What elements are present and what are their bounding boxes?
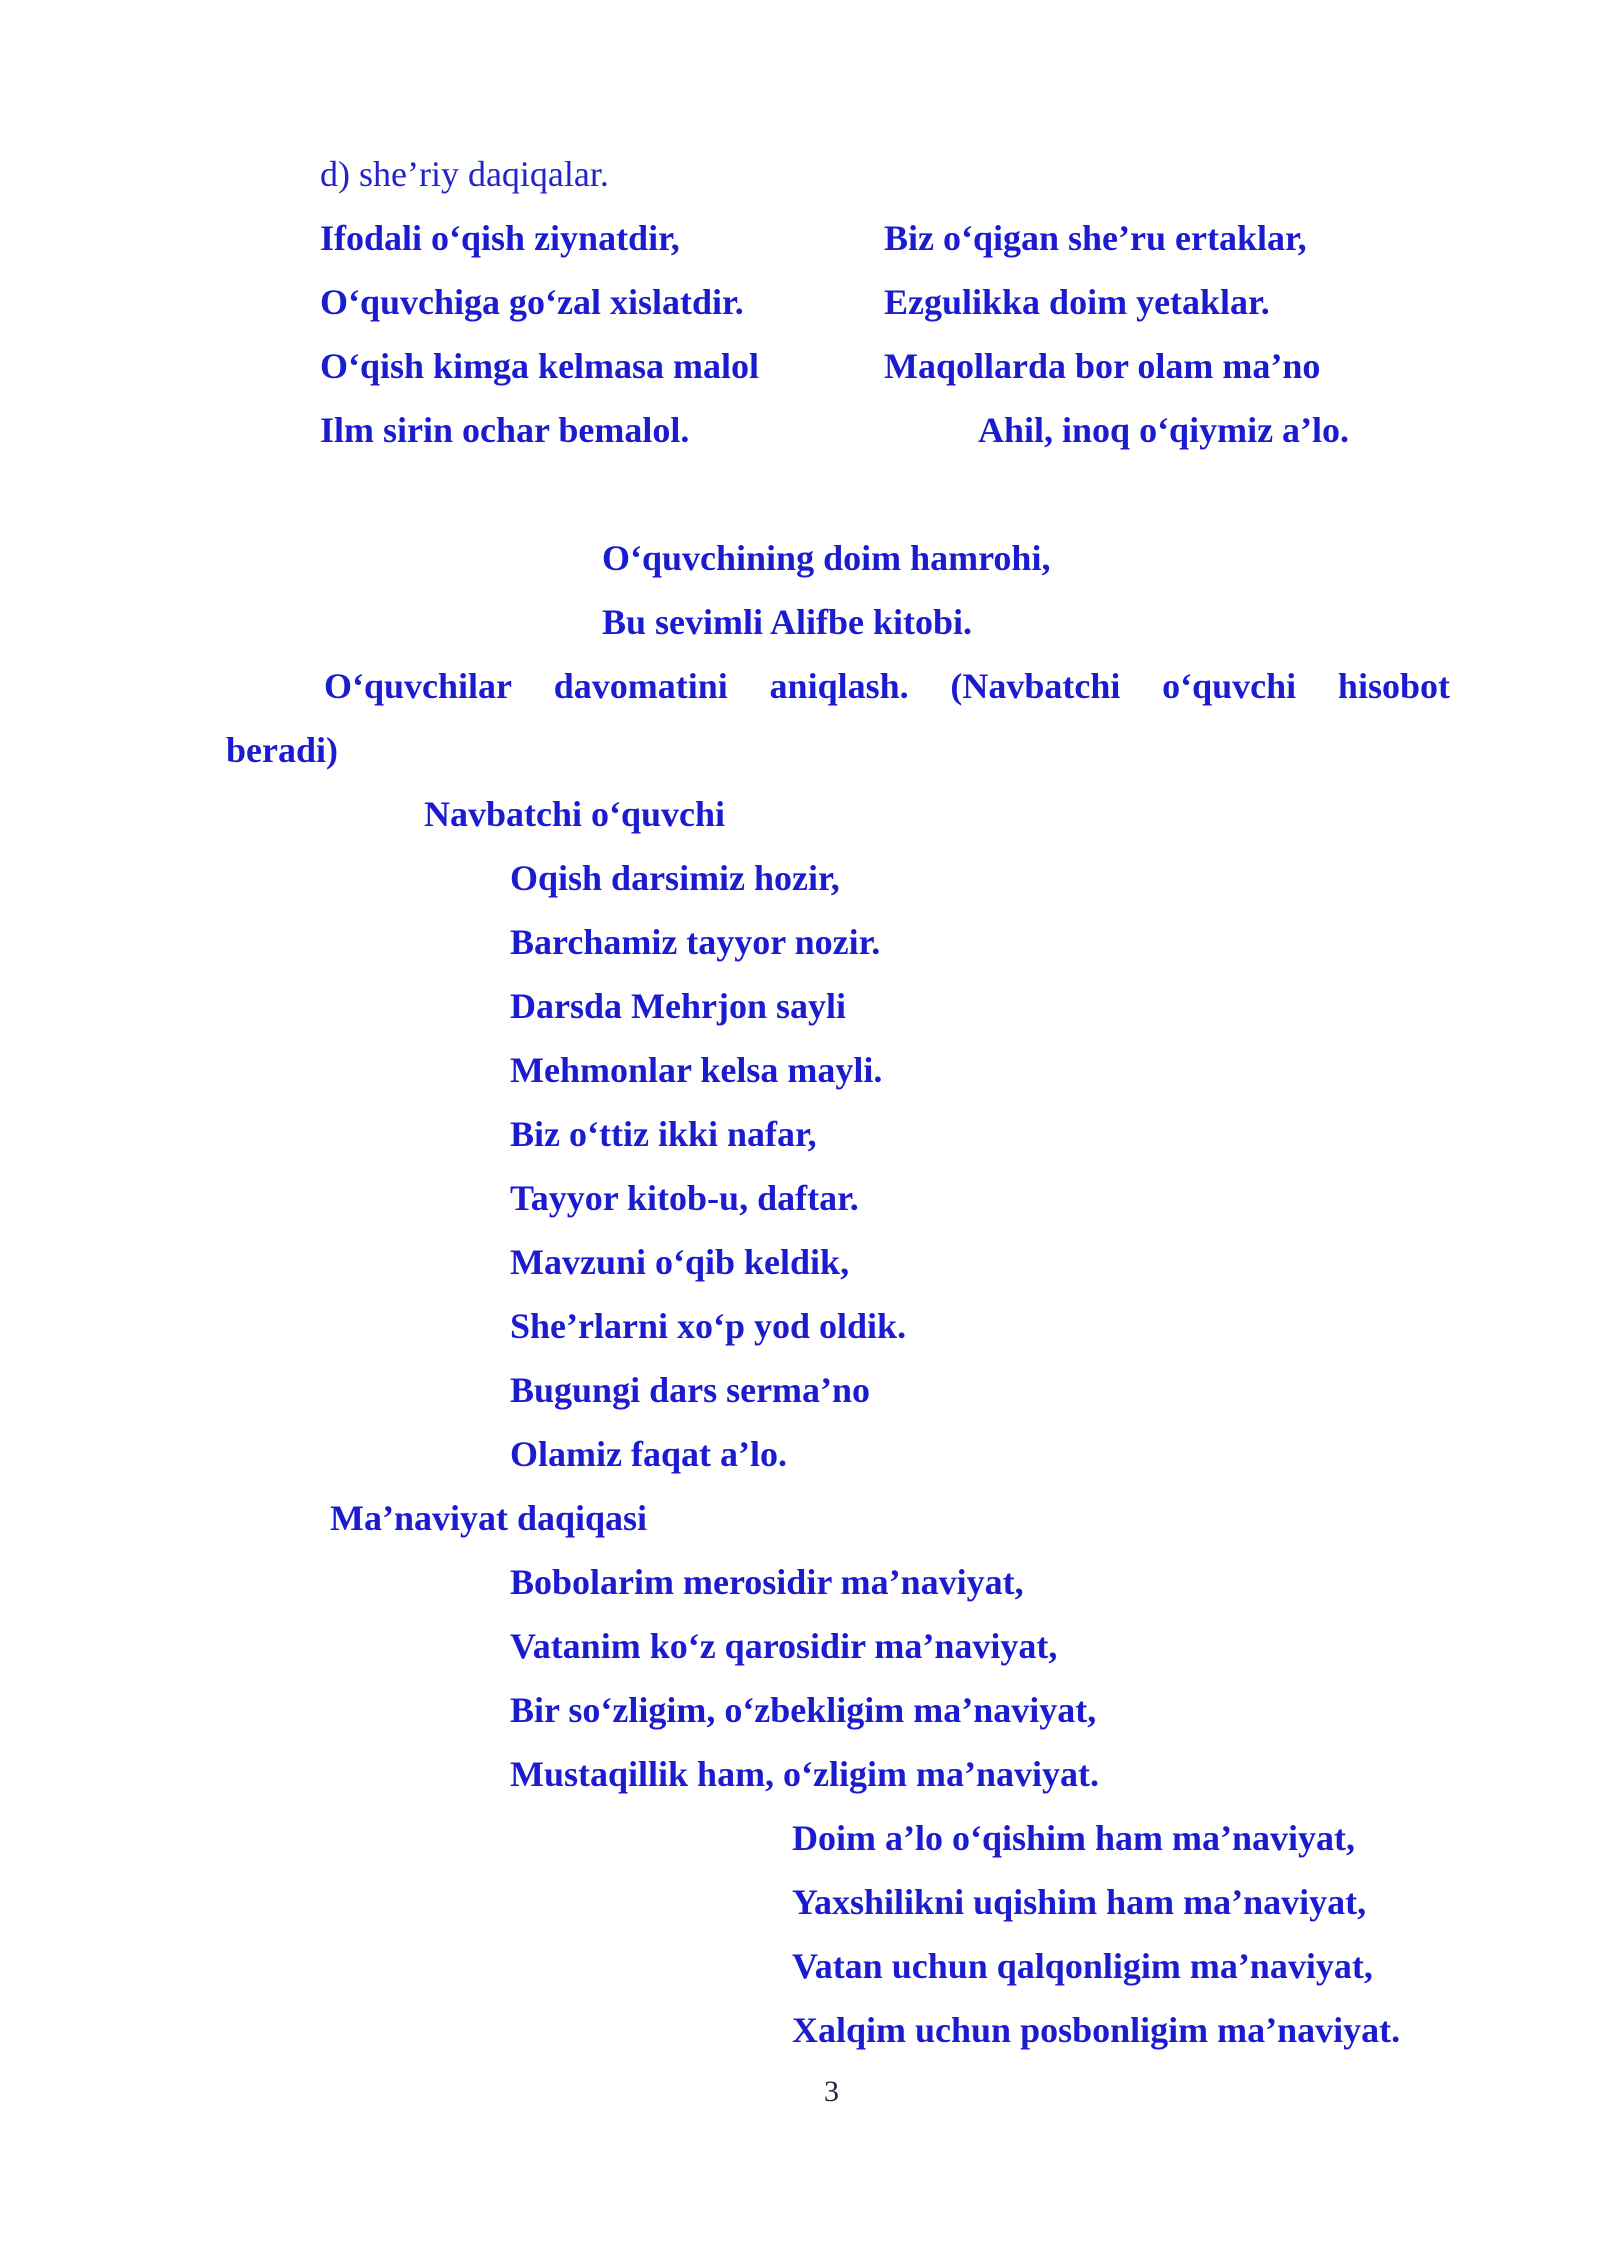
spirit-poem-a-line-3: Bir so‘zligim, o‘zbekligim ma’naviyat,	[510, 1690, 1097, 1730]
duty-poem-line-4: Mehmonlar kelsa mayli.	[510, 1050, 883, 1090]
duty-poem-line-9: Bugungi dars serma’no	[510, 1370, 871, 1410]
poem-left-line-2: O‘quvchiga go‘zal xislatdir.	[320, 282, 744, 322]
attendance-word: hisobot	[1337, 666, 1450, 706]
duty-poem-line-8: She’rlarni xo‘p yod oldik.	[510, 1306, 907, 1346]
page-number: 3	[824, 2075, 839, 2108]
spirit-poem-a-line-1: Bobolarim merosidir ma’naviyat,	[510, 1562, 1024, 1602]
spirit-poem-b-line-2: Yaxshilikni uqishim ham ma’naviyat,	[792, 1882, 1367, 1922]
poem-left-line-3: O‘qish kimga kelmasa malol	[320, 346, 760, 386]
spirit-poem-b-line-1: Doim a’lo o‘qishim ham ma’naviyat,	[792, 1818, 1356, 1858]
attendance-paragraph-continuation: beradi)	[226, 730, 338, 770]
spirit-poem-a-line-4: Mustaqillik ham, o‘zligim ma’naviyat.	[510, 1754, 1100, 1794]
attendance-paragraph	[324, 664, 1450, 708]
duty-poem-line-7: Mavzuni o‘qib keldik,	[510, 1242, 850, 1282]
spirit-poem-b-line-4: Xalqim uchun posbonligim ma’naviyat.	[792, 2010, 1401, 2050]
poem-right-line-1: Biz o‘qigan she’ru ertaklar,	[884, 218, 1307, 258]
poem-left-line-1: Ifodali o‘qish ziynatdir,	[320, 218, 680, 258]
duty-poem-line-3: Darsda Mehrjon sayli	[510, 986, 846, 1026]
duty-heading: Navbatchi o‘quvchi	[424, 794, 726, 834]
poem-left-line-4: Ilm sirin ochar bemalol.	[320, 410, 690, 450]
poem-right-line-3: Maqollarda bor olam ma’no	[884, 346, 1321, 386]
spirit-heading: Ma’naviyat daqiqasi	[330, 1498, 648, 1538]
attendance-word: aniqlash.	[769, 666, 909, 706]
poem-right-line-4: Ahil, inoq o‘qiymiz a’lo.	[978, 410, 1350, 450]
duty-poem-line-1: Oqish darsimiz hozir,	[510, 858, 840, 898]
center-couplet-line-1: O‘quvchining doim hamrohi,	[602, 538, 1051, 578]
section-intro: d) she’riy daqiqalar.	[320, 154, 609, 194]
spirit-poem-a-line-2: Vatanim ko‘z qarosidir ma’naviyat,	[510, 1626, 1058, 1666]
poem-right-line-2: Ezgulikka doim yetaklar.	[884, 282, 1270, 322]
attendance-word: o‘quvchi	[1162, 666, 1297, 706]
duty-poem-line-5: Biz o‘ttiz ikki nafar,	[510, 1114, 817, 1154]
attendance-word: O‘quvchilar	[324, 666, 513, 706]
attendance-word: davomatini	[553, 666, 728, 706]
attendance-word: (Navbatchi	[950, 666, 1121, 706]
duty-poem-line-2: Barchamiz tayyor nozir.	[510, 922, 881, 962]
spirit-poem-b-line-3: Vatan uchun qalqonligim ma’naviyat,	[792, 1946, 1373, 1986]
duty-poem-line-10: Olamiz faqat a’lo.	[510, 1434, 787, 1474]
duty-poem-line-6: Tayyor kitob-u, daftar.	[510, 1178, 859, 1218]
center-couplet-line-2: Bu sevimli Alifbe kitobi.	[602, 602, 973, 642]
